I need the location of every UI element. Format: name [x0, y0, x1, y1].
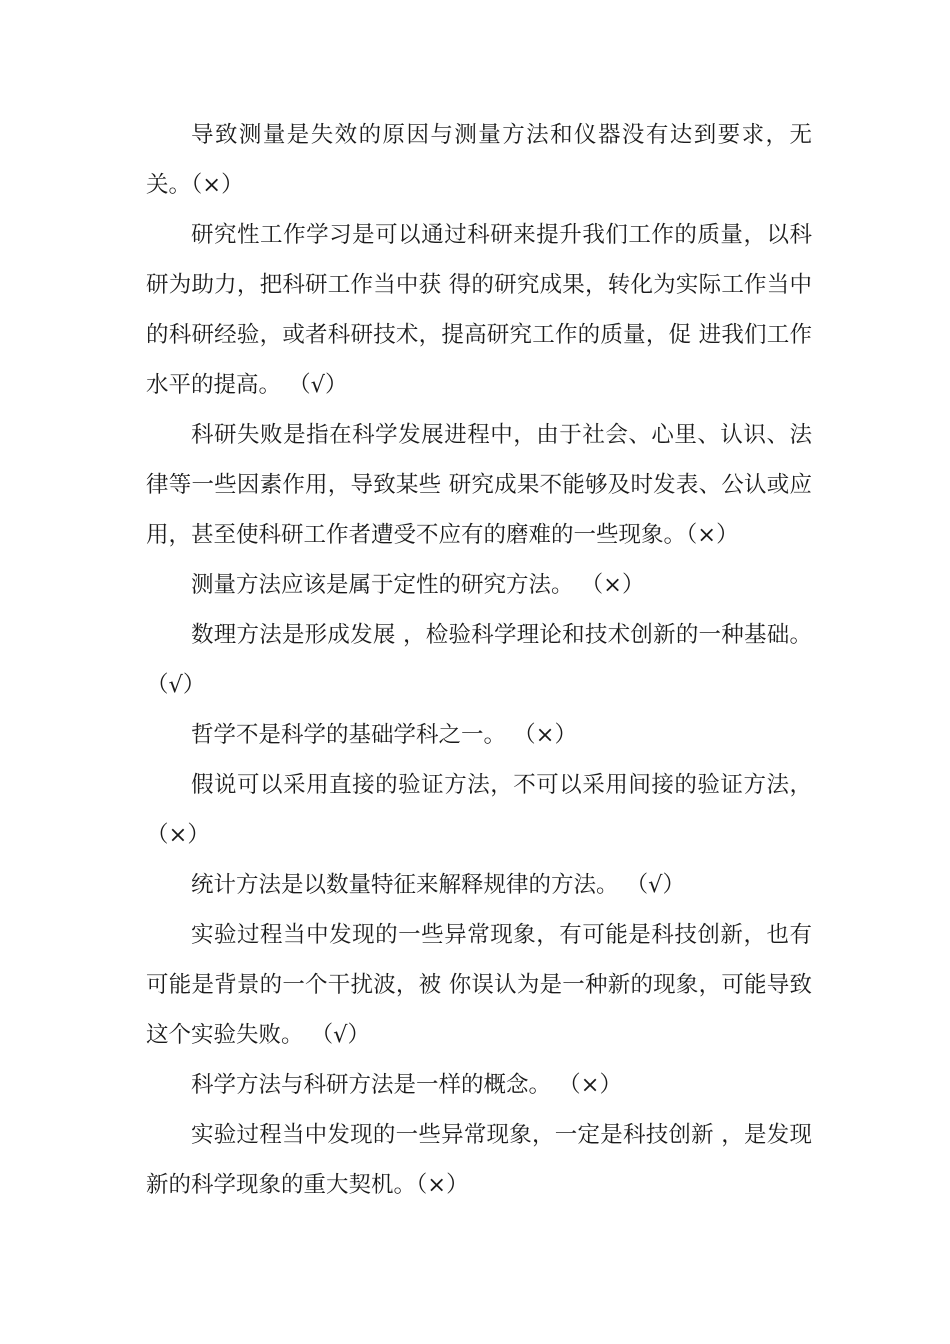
statement-5: 数理方法是形成发展 ，检验科学理论和技术创新的一种基础。（√）: [146, 622, 812, 698]
statement-6: 哲学不是科学的基础学科之一。 （×）: [191, 722, 578, 748]
statement-3: 科研失败是指在科学发展进程中，由于社会、心里、认识、法律等一些因素作用，导致某些 研究成果不能够及时发表、公认或应用，甚至使科研工作者遭受不应有的磨难的一些现象。（×）: [146, 422, 812, 548]
statement-11: 实验过程当中发现的一些异常现象，一定是科技创新 ，是发现新的科学现象的重大契机。（×）: [146, 1122, 812, 1198]
statement-9: 实验过程当中发现的一些异常现象，有可能是科技创新，也有可能是背景的一个干扰波，被 你误认为是一种新的现象，可能导致这个实验失败。 （√）: [146, 922, 812, 1048]
statement-10: 科学方法与科研方法是一样的概念。 （×）: [191, 1072, 623, 1098]
statement-1: 导致测量是失效的原因与测量方法和仪器没有达到要求，无关。（×）: [146, 122, 812, 198]
statement-2: 研究性工作学习是可以通过科研来提升我们工作的质量，以科研为助力，把科研工作当中获 得的研究成果，转化为实际工作当中的科研经验，或者科研技术，提高研究工作的质量，促 进我们工作水平的提高。 （√）: [146, 222, 812, 398]
statement-4: 测量方法应该是属于定性的研究方法。 （×）: [191, 572, 645, 598]
statement-8: 统计方法是以数量特征来解释规律的方法。 （√）: [191, 872, 685, 898]
statement-7: 假说可以采用直接的验证方法，不可以采用间接的验证方法，（×）: [146, 772, 812, 848]
document-body: [146, 110, 812, 1210]
